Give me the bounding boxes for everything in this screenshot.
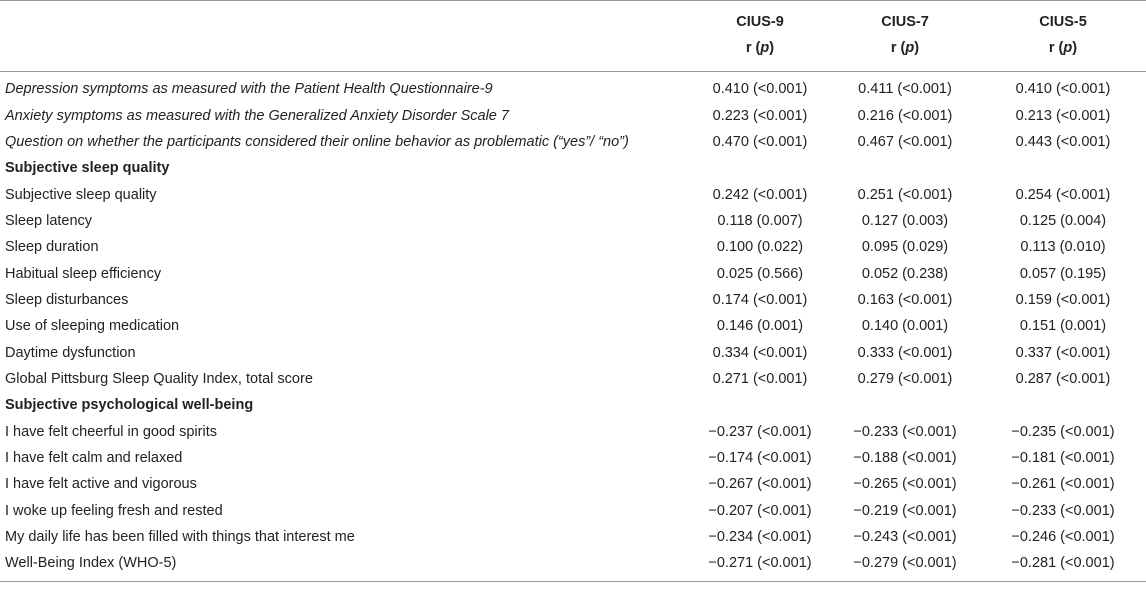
stat-p: p <box>905 40 915 56</box>
value-cius-5 <box>980 155 1146 181</box>
value-cius-7: 0.163 (<0.001) <box>857 291 953 308</box>
table-row <box>0 471 1146 497</box>
row-label: I have felt cheerful in good spirits <box>5 423 217 440</box>
value-cius-9: −0.271 (<0.001) <box>690 550 830 581</box>
value-cius-5: −0.235 (<0.001) <box>1011 423 1115 440</box>
column-header-cius-5: CIUS-5 <box>1039 14 1087 30</box>
stat-suffix: ) <box>769 40 775 56</box>
value-cius-7: 0.333 (<0.001) <box>857 344 953 361</box>
value-cius-9: 0.410 (<0.001) <box>712 81 808 98</box>
value-cius-7: 0.216 (<0.001) <box>857 107 953 124</box>
table-row <box>0 445 1146 471</box>
value-cius-5: 0.287 (<0.001) <box>1015 370 1111 387</box>
value-cius-5: 0.151 (0.001) <box>1019 318 1107 335</box>
value-cius-7 <box>830 392 980 418</box>
table-row <box>0 234 1146 260</box>
value-cius-5: −0.246 (<0.001) <box>1011 529 1115 546</box>
table-row <box>0 339 1146 365</box>
value-cius-9 <box>690 155 830 181</box>
header-empty-cell <box>0 35 690 72</box>
table-row <box>0 287 1146 313</box>
row-label: Depression symptoms as measured with the Patient Health Questionnaire-9 <box>5 81 493 98</box>
table-row <box>0 102 1146 128</box>
row-label: Subjective sleep quality <box>5 186 157 203</box>
header-empty-cell <box>0 1 690 35</box>
value-cius-9: 0.223 (<0.001) <box>712 107 808 124</box>
value-cius-9: −0.207 (<0.001) <box>708 502 812 519</box>
stat-prefix: r ( <box>890 40 906 56</box>
value-cius-5: −0.233 (<0.001) <box>1011 502 1115 519</box>
value-cius-7 <box>830 155 980 181</box>
section-title: Subjective psychological well-being <box>5 397 254 414</box>
value-cius-9: −0.237 (<0.001) <box>708 423 812 440</box>
value-cius-5: 0.337 (<0.001) <box>1015 344 1111 361</box>
value-cius-5 <box>980 392 1146 418</box>
value-cius-5: 0.410 (<0.001) <box>1015 81 1111 98</box>
value-cius-9: −0.234 (<0.001) <box>708 529 812 546</box>
value-cius-5: 0.159 (<0.001) <box>1015 291 1111 308</box>
value-cius-5: −0.261 (<0.001) <box>1011 476 1115 493</box>
row-label: Daytime dysfunction <box>5 344 136 361</box>
value-cius-9: 0.118 (0.007) <box>717 212 803 229</box>
row-label: Global Pittsburg Sleep Quality Index, total score <box>5 370 313 387</box>
value-cius-7: 0.279 (<0.001) <box>857 370 953 387</box>
value-cius-9: 0.242 (<0.001) <box>712 186 808 203</box>
row-label: Well-Being Index (WHO-5) <box>0 550 690 581</box>
stat-prefix: r ( <box>1048 40 1064 56</box>
row-label: Sleep duration <box>5 239 99 256</box>
value-cius-9 <box>690 392 830 418</box>
section-header-row <box>0 155 1146 181</box>
value-cius-7: 0.140 (0.001) <box>861 318 949 335</box>
row-label: Sleep disturbances <box>5 291 129 308</box>
stat-p: p <box>1063 40 1073 56</box>
value-cius-7: 0.052 (0.238) <box>861 265 949 282</box>
value-cius-7: −0.279 (<0.001) <box>830 550 980 581</box>
value-cius-5: −0.281 (<0.001) <box>980 550 1146 581</box>
value-cius-7: 0.127 (0.003) <box>861 212 949 229</box>
value-cius-5: 0.213 (<0.001) <box>1015 107 1111 124</box>
table-row <box>0 498 1146 524</box>
value-cius-7: 0.411 (<0.001) <box>858 81 952 98</box>
value-cius-5: 0.254 (<0.001) <box>1015 186 1111 203</box>
column-stat-cius-9 <box>690 35 830 72</box>
value-cius-9: 0.271 (<0.001) <box>712 370 808 387</box>
row-label: I have felt calm and relaxed <box>5 449 183 466</box>
value-cius-7: −0.219 (<0.001) <box>853 502 957 519</box>
header-row-names <box>0 1 1146 35</box>
value-cius-5: 0.443 (<0.001) <box>1015 133 1111 150</box>
value-cius-5: 0.125 (0.004) <box>1019 212 1107 229</box>
value-cius-7: 0.251 (<0.001) <box>857 186 953 203</box>
value-cius-9: −0.174 (<0.001) <box>708 449 812 466</box>
section-title: Subjective sleep quality <box>5 160 170 177</box>
value-cius-9: 0.174 (<0.001) <box>712 291 808 308</box>
row-label: Question on whether the participants considered their online behavior as problematic (“yes”/ “no”) <box>5 133 629 150</box>
stat-p: p <box>760 40 770 56</box>
row-label: Use of sleeping medication <box>5 318 180 335</box>
section-header-row <box>0 392 1146 418</box>
value-cius-9: 0.470 (<0.001) <box>712 133 808 150</box>
column-header-cius-7: CIUS-7 <box>881 14 929 30</box>
value-cius-7: −0.188 (<0.001) <box>853 449 957 466</box>
column-stat-cius-5 <box>980 35 1146 72</box>
row-label: I woke up feeling fresh and rested <box>5 502 223 519</box>
stat-suffix: ) <box>914 40 920 56</box>
stat-prefix: r ( <box>745 40 761 56</box>
table-row <box>0 72 1146 103</box>
value-cius-9: −0.267 (<0.001) <box>708 476 812 493</box>
value-cius-7: 0.095 (0.029) <box>861 239 949 256</box>
table-row <box>0 524 1146 550</box>
value-cius-7: −0.233 (<0.001) <box>853 423 957 440</box>
row-label: My daily life has been filled with things that interest me <box>5 529 355 546</box>
table-row <box>0 418 1146 444</box>
table-row <box>0 208 1146 234</box>
row-label: I have felt active and vigorous <box>5 476 197 493</box>
row-label: Anxiety symptoms as measured with the Generalized Anxiety Disorder Scale 7 <box>5 107 509 124</box>
row-label: Habitual sleep efficiency <box>5 265 162 282</box>
value-cius-5: −0.181 (<0.001) <box>1011 449 1115 466</box>
value-cius-7: −0.243 (<0.001) <box>853 529 957 546</box>
value-cius-9: 0.334 (<0.001) <box>712 344 808 361</box>
table-row <box>0 550 1146 581</box>
table-row <box>0 366 1146 392</box>
column-header-cius-9: CIUS-9 <box>736 14 784 30</box>
column-stat-cius-7 <box>830 35 980 72</box>
value-cius-5: 0.057 (0.195) <box>1019 265 1107 282</box>
header-row-stat <box>0 35 1146 72</box>
row-label: Sleep latency <box>5 212 93 229</box>
value-cius-9: 0.100 (0.022) <box>716 239 804 256</box>
table-body <box>0 72 1146 582</box>
table-row <box>0 260 1146 286</box>
value-cius-9: 0.025 (0.566) <box>716 265 804 282</box>
stat-suffix: ) <box>1072 40 1078 56</box>
table-row <box>0 181 1146 207</box>
table-header <box>0 1 1146 72</box>
value-cius-7: −0.265 (<0.001) <box>853 476 957 493</box>
table-row <box>0 313 1146 339</box>
value-cius-5: 0.113 (0.010) <box>1020 239 1106 256</box>
value-cius-9: 0.146 (0.001) <box>716 318 804 335</box>
value-cius-7: 0.467 (<0.001) <box>857 133 953 150</box>
table-row <box>0 129 1146 155</box>
